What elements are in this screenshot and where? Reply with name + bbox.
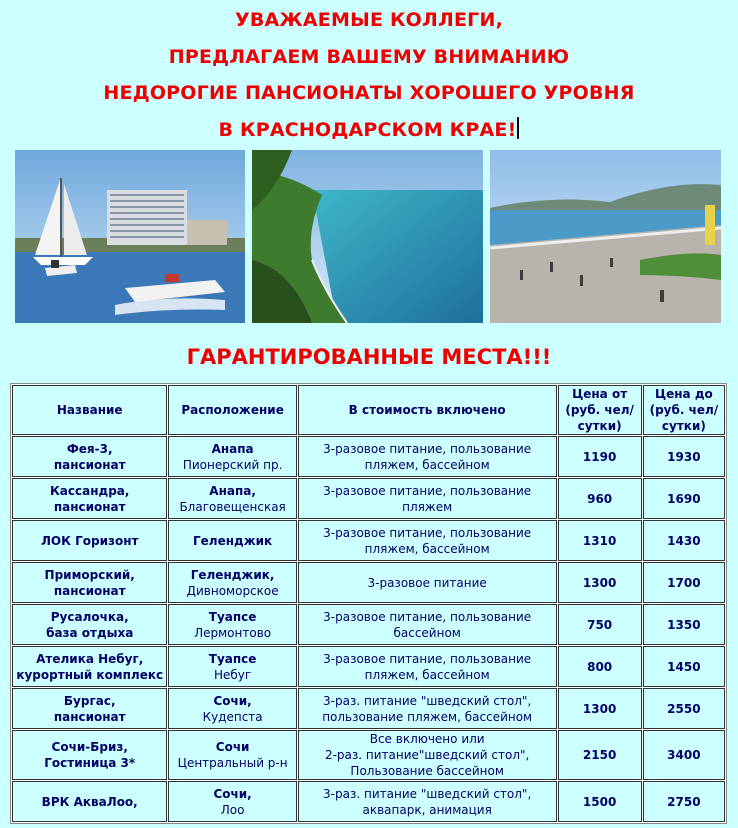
price-from-cell: 1500 xyxy=(558,781,642,822)
location-city: Туапсе xyxy=(208,609,257,624)
price-to-cell: 1430 xyxy=(643,520,725,561)
price-to-cell: 2750 xyxy=(643,781,725,822)
hotel-name-cell xyxy=(12,436,167,477)
location-cell xyxy=(168,781,296,822)
col-header-location: Расположение xyxy=(168,385,296,435)
price-from-cell: 1310 xyxy=(558,520,642,561)
location-city: Анапа, xyxy=(209,483,256,498)
hotel-name-line: пансионат xyxy=(53,499,126,514)
hotel-name-line: курортный комплекс xyxy=(16,667,164,682)
location-area: Центральный р-н xyxy=(177,756,288,770)
included-line: 2-раз. питание"шведский стол", xyxy=(324,748,530,762)
location-area: Кудепста xyxy=(202,709,263,724)
included-line: пляжем, бассейном xyxy=(364,541,490,556)
location-cell xyxy=(168,604,296,645)
price-from-cell: 960 xyxy=(558,478,642,519)
included-cell xyxy=(298,562,557,603)
price-to-cell: 1450 xyxy=(643,646,725,687)
hotel-name-line: Бургас, xyxy=(63,693,116,708)
hotel-name-line: Ателика Небуг, xyxy=(36,651,144,666)
table-row xyxy=(12,562,725,603)
included-line: Все включено или xyxy=(369,732,485,746)
table-row xyxy=(12,730,725,780)
table-row xyxy=(12,436,725,477)
included-line: Пользование бассейном xyxy=(350,764,504,778)
hotel-name-line: пансионат xyxy=(53,583,126,598)
hotel-name-cell xyxy=(12,520,167,561)
location-city: Сочи xyxy=(215,740,250,754)
header-line-4-text: В КРАСНОДАРСКОМ КРАЕ! xyxy=(218,118,517,141)
price-from-cell: 1300 xyxy=(558,562,642,603)
location-area: Дивноморское xyxy=(186,583,279,598)
hotel-name-line: Кассандра, xyxy=(49,483,130,498)
table-row xyxy=(12,604,725,645)
hotels-table xyxy=(10,383,727,824)
hotel-name-cell xyxy=(12,604,167,645)
included-line: пляжем xyxy=(402,499,453,514)
hotel-name-line: ВРК АкваЛоо, xyxy=(41,794,138,809)
price-from-cell: 1190 xyxy=(558,436,642,477)
hotel-name-cell xyxy=(12,562,167,603)
location-cell xyxy=(168,436,296,477)
photo-promenade xyxy=(490,150,721,323)
included-line: 3-разовое питание, пользование xyxy=(323,609,532,624)
price-from-cell: 1300 xyxy=(558,688,642,729)
col-header-name: Название xyxy=(12,385,167,435)
header xyxy=(0,0,738,148)
hotel-name-line: Приморский, xyxy=(44,567,135,582)
location-cell xyxy=(168,730,296,780)
price-to-cell: 1690 xyxy=(643,478,725,519)
price-to-cell: 1350 xyxy=(643,604,725,645)
price-from-cell: 800 xyxy=(558,646,642,687)
hotel-name-line: Гостиница 3* xyxy=(44,756,136,770)
included-cell xyxy=(298,520,557,561)
table-row xyxy=(12,688,725,729)
included-line: 3-разовое питание, пользование xyxy=(323,651,532,666)
price-from-cell: 750 xyxy=(558,604,642,645)
location-cell xyxy=(168,688,296,729)
table-row xyxy=(12,646,725,687)
included-cell xyxy=(298,646,557,687)
hotel-name-cell xyxy=(12,478,167,519)
location-area: Лоо xyxy=(220,802,245,817)
included-cell xyxy=(298,436,557,477)
photo-strip xyxy=(0,150,738,324)
included-line: 3-разовое питание, пользование xyxy=(323,525,532,540)
included-line: пляжем, бассейном xyxy=(364,457,490,472)
table-row xyxy=(12,520,725,561)
included-cell xyxy=(298,478,557,519)
location-cell xyxy=(168,520,296,561)
price-to-cell: 1930 xyxy=(643,436,725,477)
location-city: Туапсе xyxy=(208,651,257,666)
included-line: 3-разовое питание, пользование xyxy=(323,441,532,456)
header-line-2: ПРЕДЛАГАЕМ ВАШЕМУ ВНИМАНИЮ xyxy=(168,45,570,68)
included-line: 3-разовое питание xyxy=(367,575,487,590)
location-area: Пионерский пр. xyxy=(182,457,283,472)
hotel-name-line: Сочи-Бриз, xyxy=(51,740,128,754)
header-line-4 xyxy=(0,112,738,149)
price-from-cell: 2150 xyxy=(558,730,642,780)
included-line: пляжем, бассейном xyxy=(364,667,490,682)
header-line-1: УВАЖАЕМЫЕ КОЛЛЕГИ, xyxy=(234,9,503,31)
location-city: Сочи, xyxy=(213,693,252,708)
included-cell xyxy=(298,781,557,822)
included-line: бассейном xyxy=(393,625,461,640)
included-cell xyxy=(298,604,557,645)
hotel-name-cell xyxy=(12,781,167,822)
header-line-3: НЕДОРОГИЕ ПАНСИОНАТЫ ХОРОШЕГО УРОВНЯ xyxy=(103,82,635,104)
hotel-name-line: пансионат xyxy=(53,457,126,472)
hotel-name-line: Фея-3, xyxy=(66,441,113,456)
location-city: Геленджик, xyxy=(190,567,275,582)
hotel-name-cell xyxy=(12,688,167,729)
hotel-name-line: пансионат xyxy=(53,709,126,724)
guaranteed-places-title: ГАРАНТИРОВАННЫЕ МЕСТА!!! xyxy=(186,345,552,369)
hotel-name-line: база отдыха xyxy=(46,625,134,640)
photo-coastline xyxy=(252,150,483,323)
location-cell xyxy=(168,646,296,687)
location-area: Небуг xyxy=(214,667,252,682)
table-row xyxy=(12,781,725,822)
included-line: 3-разовое питание, пользование xyxy=(323,483,532,498)
included-line: 3-раз. питание "шведский стол", xyxy=(323,786,532,801)
col-header-included: В стоимость включено xyxy=(298,385,557,435)
included-cell xyxy=(298,730,557,780)
location-city: Геленджик xyxy=(193,533,273,548)
hotel-name-line: Русалочка, xyxy=(50,609,129,624)
table-header-row xyxy=(12,385,725,435)
text-cursor xyxy=(517,117,519,139)
photo-anapa-hotel xyxy=(15,150,245,323)
location-cell xyxy=(168,562,296,603)
hotel-name-cell xyxy=(12,730,167,780)
table-row xyxy=(12,478,725,519)
included-line: аквапарк, анимация xyxy=(362,802,492,817)
location-city: Анапа xyxy=(211,441,254,456)
price-to-cell: 2550 xyxy=(643,688,725,729)
included-cell xyxy=(298,688,557,729)
included-line: пользование пляжем, бассейном xyxy=(322,709,533,724)
col-header-price-to: Цена до (руб. чел/сутки) xyxy=(643,385,725,435)
col-header-price-from: Цена от (руб. чел/сутки) xyxy=(558,385,642,435)
location-cell xyxy=(168,478,296,519)
location-city: Сочи, xyxy=(213,786,252,801)
location-area: Лермонтово xyxy=(194,625,272,640)
price-to-cell: 3400 xyxy=(643,730,725,780)
location-area: Благовещенская xyxy=(179,499,286,514)
hotel-name-cell xyxy=(12,646,167,687)
hotel-name-line: ЛОК Горизонт xyxy=(40,533,139,548)
included-line: 3-раз. питание "шведский стол", xyxy=(323,693,532,708)
price-to-cell: 1700 xyxy=(643,562,725,603)
